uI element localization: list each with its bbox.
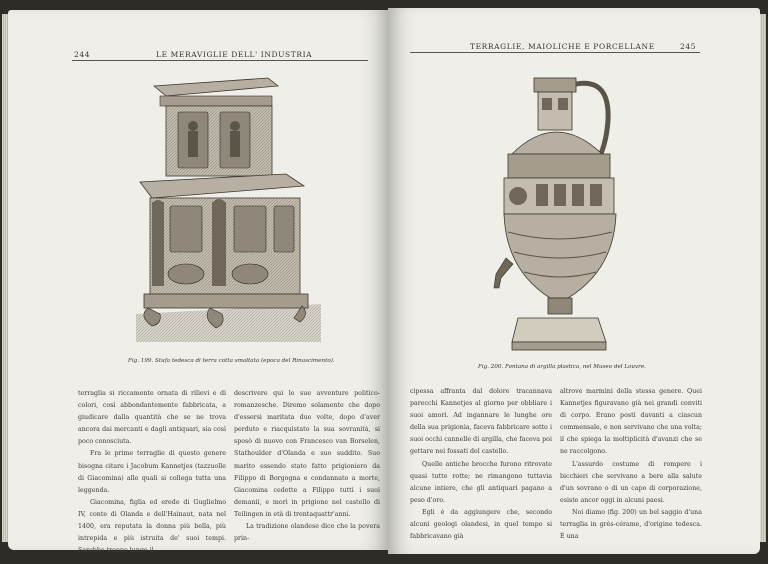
stove-engraving <box>126 74 326 350</box>
right-column-2 <box>560 386 702 543</box>
right-page <box>388 8 760 554</box>
figure-199-caption: Fig. 199. Stufa tedesca di terra cotta smaltata (epoca del Rinascimento). <box>128 358 335 364</box>
paragraph: Quelle antiche brocche furono ritrovate quasi tutte rotte; ne rimangono tuttavia alcune intiere, che gli antiquari pagano a peso d'oro. <box>410 460 552 504</box>
paragraph: Noi diamo (fig. 200) un bel saggio d'una terraglia in grès-cérame, d'origine tedesca. È una <box>560 508 702 541</box>
right-header-rule <box>410 52 700 53</box>
left-running-head: LE MERAVIGLIE DELL' INDUSTRIA <box>156 50 313 59</box>
left-column-1 <box>78 388 226 557</box>
left-header-rule <box>72 60 368 61</box>
right-page-edge <box>760 14 766 542</box>
paragraph: L'assurdo costume di rompere i bicchieri che servivano a bere alla salute d'un sovrano o di un capo di corporazione, esiste ancor oggi in alcuni paesi. <box>560 460 702 504</box>
paragraph: descrivere qui le sue avventure politico-romanzesche. Diremo solamente che dopo d'essersi maritata due volte, dopo d'aver perduto e riacquistato la sua sovranità, si sposò di nuovo con Francesco van Borselen, Stathoulder d'Olanda e suo suddito. Suo marito essendo stato fatto prigioniero da Filippo di Borgogna e condannato a morte, Giacomina cedette a Filippo tutti i suoi demanii, e morì in prigione nel castello di Teilingen in età di trentaquattr'anni. <box>234 390 380 518</box>
left-column-2 <box>234 388 380 545</box>
paragraph: Egli è da aggiungere che, secondo alcuni geologi olandesi, in quel tempo si fabbricavano già <box>410 508 552 541</box>
right-running-head: TERRAGLIE, MAIOLICHE E PORCELLANE <box>470 42 655 51</box>
left-page <box>8 10 388 555</box>
left-page-number: 244 <box>74 50 91 59</box>
paragraph: terraglia si riccamente ornata di rilievi e di colori, così abbondantemente fabbricata, a giudicare dalla quantità che se ne trova ancora dai mercanti e dagli antiquari, sia così poco conosciuta. <box>78 390 226 446</box>
figure-200-caption: Fig. 200. Fontana di argilla plastica, nel Museo del Louvre. <box>478 364 646 370</box>
fountain-engraving <box>494 72 626 354</box>
right-page-number: 245 <box>680 42 697 51</box>
paragraph: altrove marmini della stessa genere. Quei Kannetjes figuravano già nei grandi conviti di corpo. Erano posti davanti a ciascun commensale, e non servivano che una volta; il che spiega la moltiplicità d'avanzi che se ne raccolgono. <box>560 388 702 456</box>
paragraph: Giacomina, figlia ed erede di Guglielmo IV, conte di Olanda e dell'Hainaut, nata nel 1400, era reputata la donna più bella, più intrepida e più istruita de' suoi tempi. Sarebbe troppo lungo il <box>78 498 226 555</box>
right-column-1 <box>410 386 552 543</box>
paragraph: Fra le prime terraglie di questo genere bisogna citare i Jacobum Kannetjes (tazzuolle di Giacomina) alle quali si collega tutta una leggenda. <box>78 450 226 494</box>
paragraph: cipessa affranta dal dolore tracannava parecchi Kannetjes al giorno per obbliare i suoi amori. Ad ingannare le lunghe ore della sua prigionia, faceva fabbricare sotto i suoi occhi cannelle di argilla, che faceva poi gettare nei fossati del castello. <box>410 388 552 456</box>
paragraph: La tradizione olandese dice che la povera prin- <box>234 523 380 543</box>
